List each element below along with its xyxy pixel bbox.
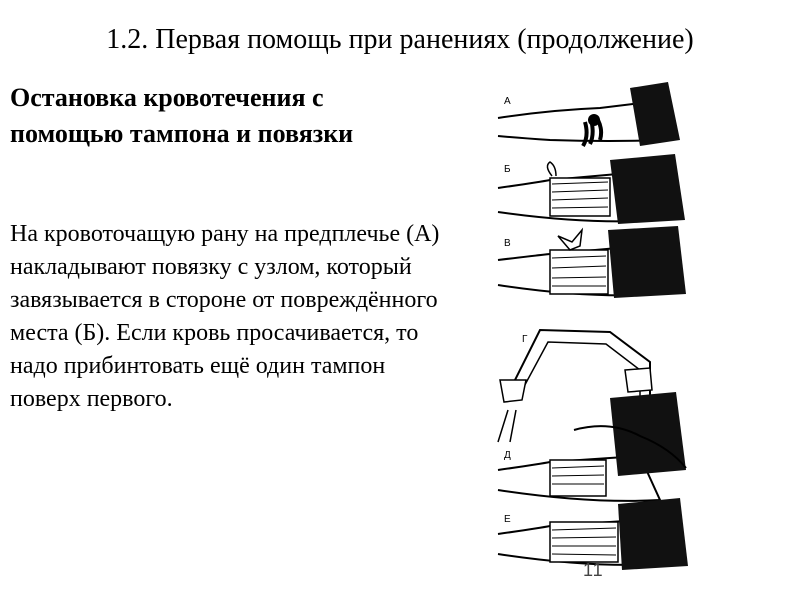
page-number: 11: [583, 560, 604, 580]
section-heading: Остановка кровотечения с помощью тампона и повязки: [10, 83, 354, 148]
panel-label-c: В: [504, 238, 511, 249]
slide-title: 1.2. Первая помощь при ранениях (продолжение): [106, 24, 694, 55]
panel-c: [498, 226, 686, 298]
panel-e: [498, 392, 686, 501]
panel-label-a: А: [504, 96, 511, 107]
bandage-illustration-svg: [490, 80, 690, 580]
panel-label-f: Е: [504, 514, 511, 525]
panel-label-b: Б: [504, 164, 511, 175]
bandage-illustration: [490, 80, 690, 580]
panel-label-e: Д: [504, 450, 511, 461]
panel-label-d: Г: [522, 334, 528, 345]
panel-b: [498, 154, 685, 224]
panel-a: [498, 82, 680, 146]
body-paragraph: На кровоточащую рану на предплечье (А) накладывают повязку с узлом, который завязывается в стороне от повреждённого места (Б). Если кровь просачивается, то надо прибинтовать ещё один тампон поверх первого.: [10, 221, 440, 412]
